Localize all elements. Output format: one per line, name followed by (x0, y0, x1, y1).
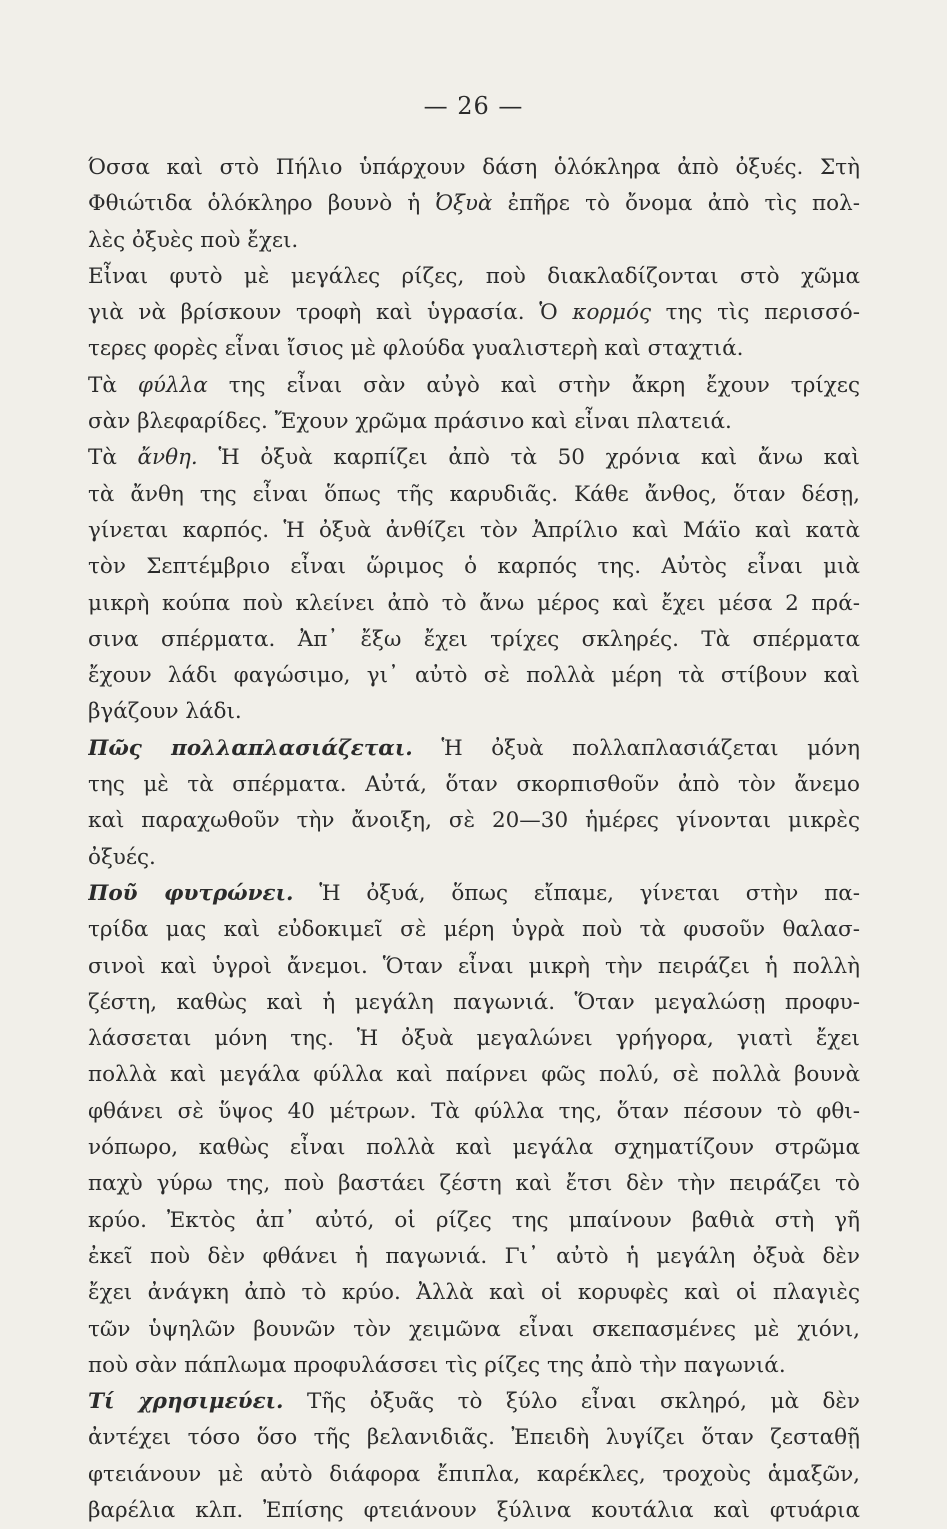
text-run: της εἶναι σὰν αὐγὸ καὶ στὴν ἄκρη ἔχουν τρίχες (207, 372, 860, 398)
text-line (88, 876, 860, 912)
text-line (88, 440, 860, 476)
text-run: της τὶς περισσό- (651, 300, 860, 326)
text-run: ἐκεῖ ποὺ δὲν φθάνει ἡ παγωνιά. Γι᾿ αὐτὸ ἡ μεγάλη ὀξυὰ δὲν (88, 1243, 860, 1269)
text-run: Ἡ ὀξυὰ καρπίζει ἀπὸ τὰ 50 χρόνια καὶ ἄνω καὶ (197, 445, 860, 471)
text-run: τρίδα μας καὶ εὐδοκιμεῖ σὲ μέρη ὑγρὰ ποὺ τὰ φυσοῦν θαλασ- (88, 917, 860, 943)
italic-term: ἄνθη. (137, 445, 198, 471)
text-run: φθάνει σὲ ὕψος 40 μέτρων. Τὰ φύλλα της, ὅταν πέσουν τὸ φθι- (88, 1098, 860, 1124)
text-run: Εἶναι φυτὸ μὲ μεγάλες ρίζες, ποὺ διακλαδίζονται στὸ χῶμα (88, 263, 860, 289)
text-line (88, 1166, 860, 1202)
text-run: σὰν βλεφαρίδες. Ἔχουν χρῶμα πράσινο καὶ εἶναι πλατειά. (88, 409, 732, 435)
text-run: Τῆς ὀξυᾶς τὸ ξύλο εἶναι σκληρό, μὰ δὲν (283, 1389, 860, 1415)
text-line (88, 1312, 860, 1348)
section-heading: Πῶς πολλαπλασιάζεται. (88, 735, 413, 761)
text-line (88, 1130, 860, 1166)
text-line (88, 949, 860, 985)
text-run: Τὰ (88, 445, 138, 471)
italic-term: κορμός (572, 300, 651, 326)
italic-term: φύλλα (137, 372, 208, 398)
text-line (88, 513, 860, 549)
text-run: σινα σπέρματα. Ἀπ᾿ ἔξω ἔχει τρίχες σκληρές. Τὰ σπέρματα (88, 626, 860, 652)
text-run: Ἡ ὀξυά, ὅπως εἴπαμε, γίνεται στὴν πα- (293, 880, 860, 906)
text-line (88, 549, 860, 585)
text-run: Όσσα καὶ στὸ Πήλιο ὑπάρχουν δάση ὁλόκληρα ἀπὸ ὀξυές. Στὴ (88, 155, 860, 180)
text-line (88, 731, 860, 767)
body-text (88, 150, 860, 1529)
text-line (88, 150, 860, 186)
text-run: πολλὰ καὶ μεγάλα φύλλα καὶ παίρνει φῶς πολύ, σὲ πολλὰ βουνὰ (88, 1062, 860, 1088)
text-run: ἀντέχει τόσο ὅσο τῆς βελανιδιᾶς. Ἐπειδὴ λυγίζει ὅταν ζεσταθῇ (88, 1425, 860, 1451)
text-line (88, 1021, 860, 1057)
text-line (88, 186, 860, 222)
text-run: τὸν Σεπτέμβριο εἶναι ὥριμος ὁ καρπός της. Αὐτὸς εἶναι μιὰ (88, 554, 860, 580)
text-line (88, 767, 860, 803)
text-run: κρύο. Ἐκτὸς ἀπ᾿ αὐτό, οἱ ρίζες της μπαίνουν βαθιὰ στὴ γῆ (88, 1207, 860, 1233)
text-run: γιὰ νὰ βρίσκουν τροφὴ καὶ ὑγρασία. Ὁ (88, 300, 573, 326)
text-run: ἔχουν λάδι φαγώσιμο, γι᾿ αὐτὸ σὲ πολλὰ μέρη τὰ στίβουν καὶ (88, 663, 860, 689)
text-line (88, 1420, 860, 1456)
text-run: ἔχει ἀνάγκη ἀπὸ τὸ κρύο. Ἀλλὰ καὶ οἱ κορυφὲς καὶ οἱ πλαγιὲς (88, 1280, 860, 1306)
text-run: ὀξυές. (88, 844, 156, 870)
text-run: λάσσεται μόνη της. Ἡ ὀξυὰ μεγαλώνει γρήγορα, γιατὶ ἔχει (88, 1026, 860, 1052)
text-line (88, 368, 860, 404)
text-line (88, 1057, 860, 1093)
text-line (88, 1203, 860, 1239)
text-line (88, 1457, 860, 1493)
text-line (88, 404, 860, 440)
text-line (88, 331, 860, 367)
text-run: Φθιώτιδα ὁλόκληρο βουνὸ ἡ (88, 191, 436, 217)
text-run: τερες φορὲς εἶναι ἴσιος μὲ φλούδα γυαλιστερὴ καὶ σταχτιά. (88, 336, 744, 362)
text-run: Ἡ ὀξυὰ πολλαπλασιάζεται μόνη (412, 735, 860, 761)
text-run: βγάζουν λάδι. (88, 699, 242, 725)
text-run: βαρέλια κλπ. Ἐπίσης φτειάνουν ξύλινα κουτάλια καὶ φτυάρια (88, 1497, 860, 1523)
text-line (88, 295, 860, 331)
text-line (88, 694, 860, 730)
text-run: μικρὴ κούπα ποὺ κλείνει ἀπὸ τὸ ἄνω μέρος καὶ ἔχει μέσα 2 πρά- (88, 590, 860, 616)
text-run: λὲς ὀξυὲς ποὺ ἔχει. (88, 227, 299, 253)
text-line (88, 586, 860, 622)
text-line (88, 912, 860, 948)
text-line (88, 1493, 860, 1529)
text-run: γίνεται καρπός. Ἡ ὀξυὰ ἀνθίζει τὸν Ἀπρίλιο καὶ Μάϊο καὶ κατὰ (88, 517, 860, 543)
text-run: ποὺ σὰν πάπλωμα προφυλάσσει τὶς ρίζες της ἀπὸ τὴν παγωνιά. (88, 1352, 786, 1378)
text-run: τὰ ἄνθη της εἶναι ὅπως τῆς καρυδιᾶς. Κάθε ἄνθος, ὅταν δέσῃ, (88, 481, 860, 507)
text-line (88, 223, 860, 259)
text-run: ζέστη, καθὼς καὶ ἡ μεγάλη παγωνιά. Ὅταν μεγαλώσῃ προφυ- (88, 989, 860, 1015)
text-run: της μὲ τὰ σπέρματα. Αὐτά, ὅταν σκορπισθοῦν ἀπὸ τὸν ἄνεμο (88, 772, 860, 798)
text-line (88, 1275, 860, 1311)
text-line (88, 259, 860, 295)
text-run: νόπωρο, καθὼς εἶναι πολλὰ καὶ μεγάλα σχηματίζουν στρῶμα (88, 1135, 860, 1161)
text-run: Τὰ (88, 372, 138, 398)
page-number: — 26 — (423, 92, 524, 120)
text-line (88, 803, 860, 839)
text-line (88, 1384, 860, 1420)
text-line (88, 1239, 860, 1275)
text-line (88, 622, 860, 658)
text-run: καὶ παραχωθοῦν τὴν ἄνοιξη, σὲ 20—30 ἡμέρες γίνονται μικρὲς (88, 808, 860, 834)
text-line (88, 1348, 860, 1384)
text-run: ἐπῆρε τὸ ὄνομα ἀπὸ τὶς πολ- (492, 191, 860, 217)
text-line (88, 840, 860, 876)
italic-term: Ὀξυὰ (435, 191, 493, 217)
text-line (88, 658, 860, 694)
text-run: σινοὶ καὶ ὑγροὶ ἄνεμοι. Ὅταν εἶναι μικρὴ τὴν πειράζει ἡ πολλὴ (88, 953, 860, 979)
text-run: τῶν ὑψηλῶν βουνῶν τὸν χειμῶνα εἶναι σκεπασμένες μὲ χιόνι, (88, 1316, 860, 1342)
section-heading: Ποῦ φυτρώνει. (88, 880, 294, 906)
text-run: παχὺ γύρω της, ποὺ βαστάει ζέστη καὶ ἔτσι δὲν τὴν πειράζει τὸ (88, 1171, 860, 1197)
text-line (88, 985, 860, 1021)
section-heading: Τί χρησιμεύει. (88, 1389, 284, 1415)
text-line (88, 1094, 860, 1130)
text-run: φτειάνουν μὲ αὐτὸ διάφορα ἔπιπλα, καρέκλες, τροχοὺς ἁμαξῶν, (88, 1461, 860, 1487)
text-line (88, 477, 860, 513)
